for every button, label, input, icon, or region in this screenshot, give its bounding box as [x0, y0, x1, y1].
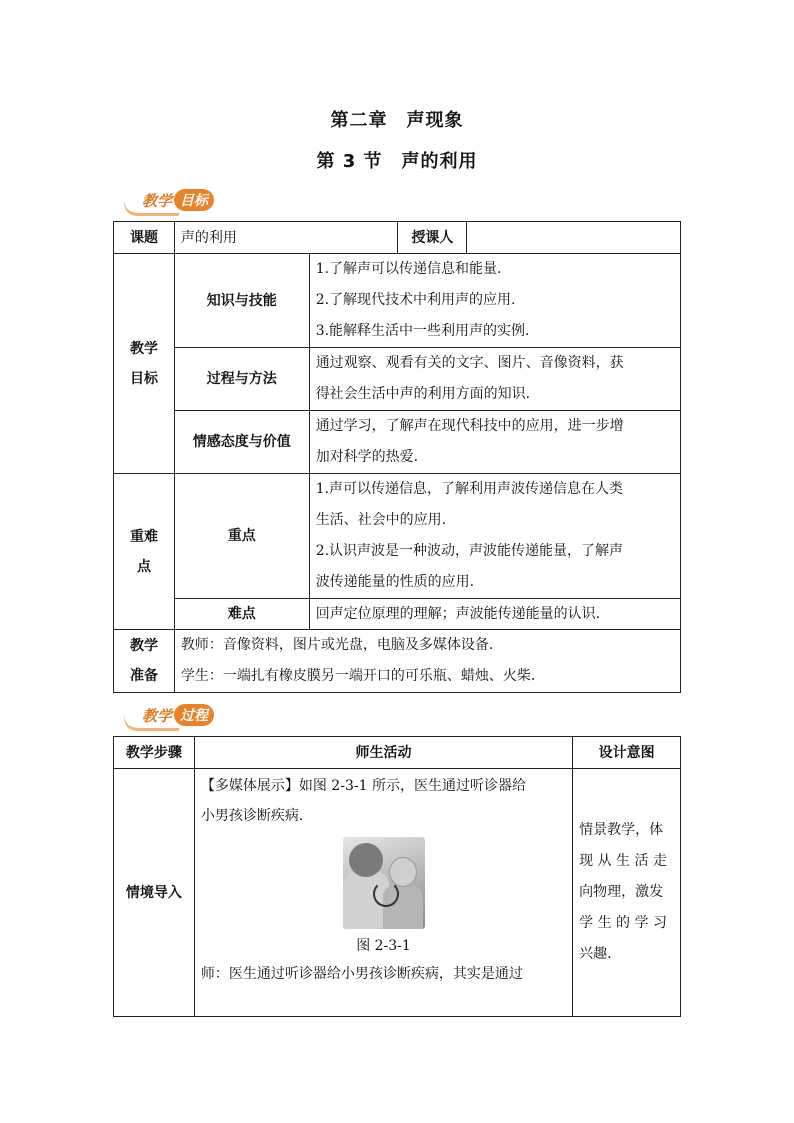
prep-text: 教师：音像资料，图片或光盘，电脑及多媒体设备. 学生：一端扎有橡皮膜另一端开口的可乐瓶、蜡烛、火柴. [174, 630, 680, 693]
difficulty-label: 难点 [174, 599, 309, 630]
teaching-goals-badge [122, 188, 232, 214]
intent-text: 情景教学，体 现 从 生 活 走 向物理，激发 学 生 的 学 习 兴趣. [573, 769, 681, 1017]
topic-label: 课题 [114, 222, 175, 254]
header-step: 教学步骤 [114, 737, 195, 769]
knowledge-label: 知识与技能 [174, 254, 309, 348]
badge-plain-text: 教学 [142, 192, 173, 210]
process-method-label: 过程与方法 [174, 348, 309, 411]
teaching-goals-table [113, 221, 681, 693]
section-title: 第 3 节 声的利用 [316, 151, 478, 172]
header-intent: 设计意图 [573, 737, 681, 769]
goals-label: 教学 目标 [114, 254, 175, 474]
badge-pill-text: 过程 [174, 704, 214, 726]
teaching-process-table [113, 736, 681, 1017]
process-method-text: 通过观察、观看有关的文字、图片、音像资料，获 得社会生活中声的利用方面的知识. [309, 348, 680, 411]
focus-label: 重点 [174, 474, 309, 599]
difficulty-text: 回声定位原理的理解；声波能传递能量的认识. [309, 599, 680, 630]
step-label: 情境导入 [114, 769, 195, 1017]
badge-plain-text: 教学 [142, 707, 173, 725]
header-activity: 师生活动 [194, 737, 572, 769]
figure-caption: 图 2-3-1 [356, 938, 411, 954]
doctor-stethoscope-photo [343, 837, 425, 929]
topic-value: 声的利用 [174, 222, 398, 254]
attitude-text: 通过学习，了解声在现代科技中的应用，进一步增 加对科学的热爱. [309, 411, 680, 474]
badge-pill-text: 目标 [174, 189, 214, 211]
knowledge-items: 1.了解声可以传递信息和能量. 2.了解现代技术中利用声的应用. 3.能解释生活中一些利用声的实例. [309, 254, 680, 348]
teacher-label: 授课人 [398, 222, 467, 254]
teaching-process-badge [122, 703, 232, 729]
activity-cell: 【多媒体展示】如图 2-3-1 所示，医生通过听诊器给 小男孩诊断疾病. 图 2-3-1 师：医生通过听诊器给小男孩诊断疾病，其实是通过 [194, 769, 572, 1017]
attitude-label: 情感态度与价值 [174, 411, 309, 474]
keypoints-label: 重难 点 [114, 474, 175, 630]
prep-label: 教学 准备 [114, 630, 175, 693]
focus-text: 1.声可以传递信息，了解利用声波传递信息在人类 生活、社会中的应用. 2.认识声波是一种波动，声波能传递能量，了解声 波传递能量的性质的应用. [309, 474, 680, 599]
teacher-value [467, 222, 681, 254]
chapter-title: 第二章 声现象 [330, 110, 464, 131]
